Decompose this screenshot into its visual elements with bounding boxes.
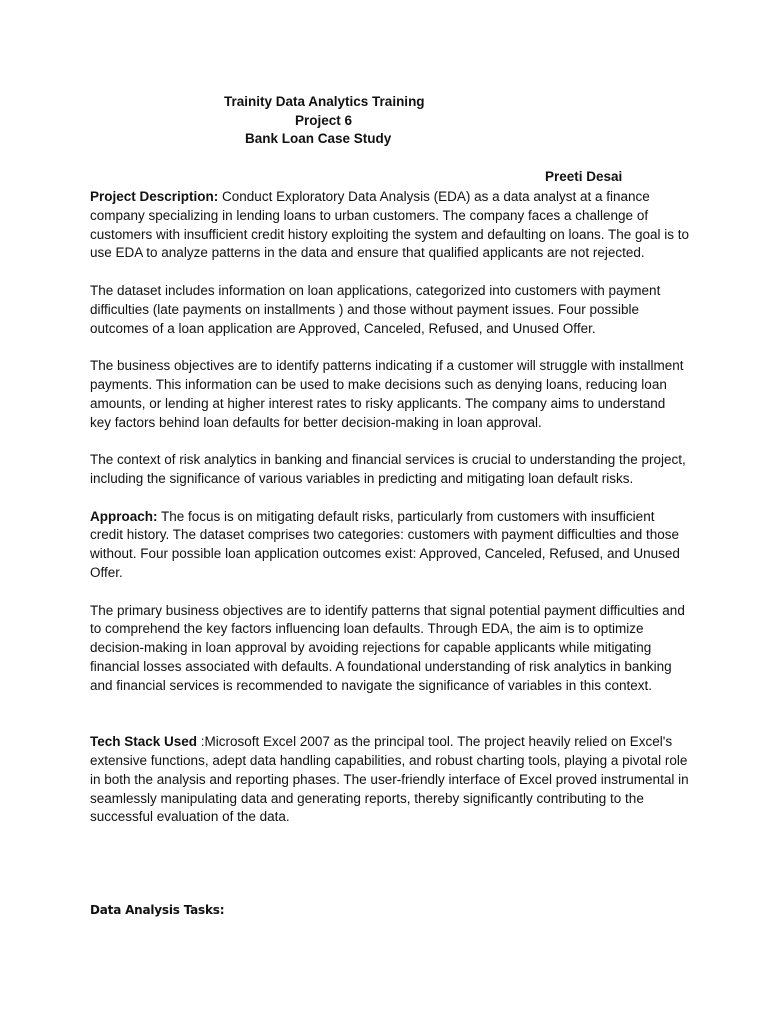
paragraph-approach: [90, 508, 690, 583]
paragraph-tech-stack: [90, 733, 690, 827]
paragraph-project-description: [90, 188, 690, 263]
paragraph-text: :Microsoft Excel 2007 as the principal tool. The project heavily relied on Excel's extensive functions, adept data handling capabilities, and robust charting tools, playing a pivotal role in both the analysis and reporting phases. The user-friendly interface of Excel proved instrumental in seamlessly manipulating data and generating reports, thereby significantly contributing to the successful evaluation of the data.: [90, 734, 689, 825]
paragraph-primary-objectives: The primary business objectives are to identify patterns that signal potential payment difficulties and to comprehend the key factors influencing loan defaults. Through EDA, the aim is to optimize decision-making in loan approval by avoiding rejections for capable applicants while mitigating financial losses associated with defaults. A foundational understanding of risk analytics in banking and financial services is recommended to navigate the significance of variables in this context.: [90, 602, 685, 693]
paragraph-dataset: The dataset includes information on loan applications, categorized into customers with payment difficulties (late payments on installments ) and those without payment issues. Four possible outcomes of a loan application are Approved, Canceled, Refused, and Unused Offer.: [90, 282, 661, 336]
header-title: Trainity Data Analytics Training: [224, 94, 425, 109]
paragraph-lead: Project Description:: [90, 189, 219, 204]
author-name: Preeti Desai: [545, 169, 623, 184]
paragraph-business-objectives: The business objectives are to identify patterns indicating if a customer will struggle with installment payments. This information can be used to make decisions such as denying loans, reducing loan amounts, or lending at higher interest rates to risky applicants. The company aims to understand key factors behind loan defaults for better decision-making in loan approval.: [90, 358, 684, 430]
header-project-number: Project 6: [295, 112, 353, 128]
section-heading-data-analysis-tasks: Data Analysis Tasks:: [90, 903, 225, 917]
paragraph-lead: Approach:: [90, 508, 158, 524]
paragraph-risk-context: The context of risk analytics in banking and financial services is crucial to understanding the project, including the significance of various variables in predicting and mitigating loan default risks.: [90, 452, 686, 486]
paragraph-text: Conduct Exploratory Data Analysis (EDA) as a data analyst at a finance company specializing in lending loans to urban customers. The company faces a challenge of customers with insufficient credit history exploiting the system and defaulting on loans. The goal is to use EDA to analyze patterns in the data and ensure that qualified applicants are not rejected.: [90, 189, 690, 261]
document-body: [90, 188, 690, 846]
header-case-study: Bank Loan Case Study: [245, 131, 392, 146]
paragraph-text: The focus is on mitigating default risks, particularly from customers with insufficient credit history. The dataset comprises two categories: customers with payment difficulties and those without. Four possible loan application outcomes exist: Approved, Canceled, Refused, and Unused Offer.: [90, 508, 680, 580]
paragraph-lead: Tech Stack Used: [90, 734, 198, 750]
